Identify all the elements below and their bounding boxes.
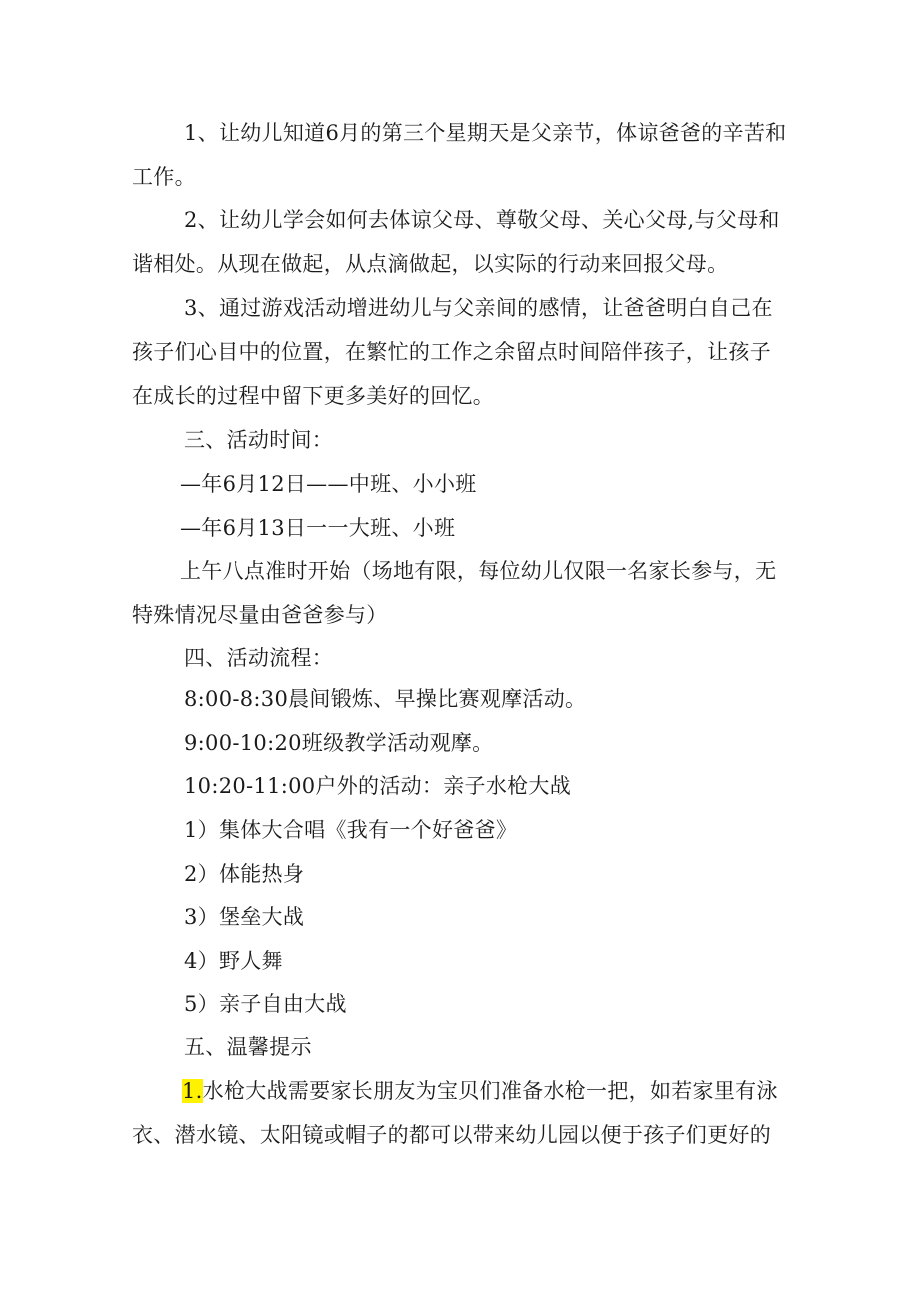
text-line: —年6月12日——中班、小小班 — [180, 472, 477, 496]
list-item: 4）野人舞 — [184, 949, 283, 973]
text-line: —年6月13日一一大班、小班 — [180, 516, 456, 540]
list-item: 2）体能热身 — [184, 862, 305, 886]
text-line: 特殊情况尽量由爸爸参与） — [132, 603, 388, 627]
text-line: 谐相处。从现在做起，从点滴做起，以实际的行动来回报父母。 — [132, 252, 729, 276]
text-line: 2、让幼儿学会如何去体谅父母、尊敬父母、关心父母,与父母和 — [184, 208, 780, 232]
text-line: 在成长的过程中留下更多美好的回忆。 — [132, 384, 495, 408]
list-item: 5）亲子自由大战 — [184, 992, 347, 1016]
section-heading: 五、温馨提示 — [184, 1035, 312, 1059]
text-line: 衣、潜水镜、太阳镜或帽子的都可以带来幼儿园以便于孩子们更好的 — [132, 1123, 771, 1147]
text-line: 9:00-10:20班级教学活动观摩。 — [184, 731, 494, 755]
text-line: 上午八点准时开始（场地有限，每位幼儿仅限一名家长参与，无 — [180, 559, 777, 583]
text-line: 孩子们心目中的位置，在繁忙的工作之余留点时间陪伴孩子，让孩子 — [132, 340, 771, 364]
text-line: 10:20-11:00户外的活动：亲子水枪大战 — [184, 774, 572, 798]
text-line: 3、通过游戏活动增进幼儿与父亲间的感情，让爸爸明白自己在 — [184, 296, 773, 320]
text-line: 8:00-8:30晨间锻炼、早操比赛观摩活动。 — [184, 687, 587, 711]
list-item: 3）堡垒大战 — [184, 905, 305, 929]
text-line-rest: 水枪大战需要家长朋友为宝贝们准备水枪一把，如若家里有泳 — [202, 1079, 778, 1103]
list-item: 1）集体大合唱《我有一个好爸爸》 — [184, 818, 518, 842]
text-line — [182, 1076, 778, 1106]
section-heading: 四、活动流程： — [184, 646, 334, 670]
text-line: 1、让幼儿知道6月的第三个星期天是父亲节，体谅爸爸的辛苦和 — [184, 121, 787, 145]
text-line: 工作。 — [132, 165, 196, 189]
highlighted-number: 1. — [182, 1079, 203, 1103]
section-heading: 三、活动时间： — [184, 428, 334, 452]
